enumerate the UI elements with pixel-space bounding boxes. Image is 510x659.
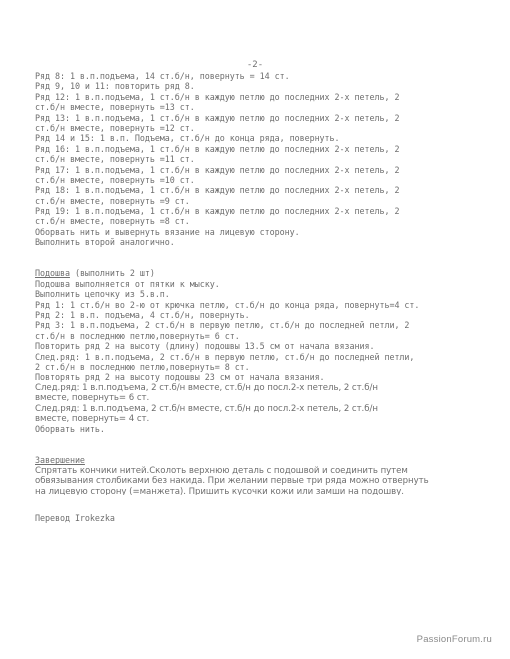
text-line: Повторить ряд 2 на высоту (длину) подошвы 13.5 см от начала вязания. [35,341,375,352]
sole-section [35,268,490,434]
text-line: Ряд 14 и 15: 1 в.п. Подъема, ст.б/н до конца ряда, повернуть. [35,133,340,144]
text-line: ст.б/н вместе, повернуть =13 ст. [35,102,195,113]
text-line: Оборвать нить и вывернуть вязание на лицевую сторону. [35,226,300,237]
text-line: След.ряд: 1 в.п.подъема, 2 ст.б/н в первую петлю, ст.б/н до последней петли, [35,351,415,362]
text-line: Ряд 16: 1 в.п.подъема, 1 ст.б/н в каждую петлю до последних 2-х петель, 2 [35,143,400,154]
text-line: Подошва выполняется от пятки к мыску. [35,278,220,289]
text-line: вместе, повернуть= 4 ст. [35,413,150,424]
spacer [35,495,490,505]
document-body [35,71,490,523]
watermark-text: PassionForum.ru [416,634,492,645]
text-line: Ряд 3: 1 в.п.подъема, 2 ст.б/н в первую петлю, ст.б/н до последней петли, 2 [35,320,410,331]
text-line: Повторять ряд 2 на высоту подошвы 23 см от начала вязания. [35,372,325,383]
text-line: ст.б/н вместе, повернуть =8 ст. [35,216,190,227]
text-line: 2 ст.б/н в последнюю петлю,повернуть= 8 ст. [35,361,250,372]
text-line: Спрятать кончики нитей.Сколоть верхнюю деталь с подошвой и соединить путем [35,465,408,476]
text-line: Ряд 12: 1 в.п.подъема, 1 ст.б/н в каждую петлю до последних 2-х петель, 2 [35,91,400,102]
text-line: ст.б/н в последнюю петлю,повернуть= 6 ст. [35,330,240,341]
text-line: Оборвать нить. [35,424,105,435]
spacer [35,435,490,445]
page-number: -2- [246,60,264,70]
text-line-cut: на лицевую сторону (=манжета). Пришить кусочки кожи или замши на подошву. [35,486,404,495]
finish-heading-line [35,455,490,465]
text-line: Ряд 19: 1 в.п.подъема, 1 ст.б/н в каждую петлю до последних 2-х петель, 2 [35,206,400,217]
text-line: Ряд 17: 1 в.п.подъема, 1 ст.б/н в каждую петлю до последних 2-х петель, 2 [35,164,400,175]
rows-section [35,71,490,248]
text-line: ст.б/н вместе, повернуть =11 ст. [35,154,195,165]
text-line: След.ряд: 1 в.п.подъема, 2 ст.б/н вместе, ст.б/н до посл.2-х петель, 2 ст.б/н [35,382,378,393]
text-line: ст.б/н вместе, повернуть =12 ст. [35,122,195,133]
text-line: вместе, повернуть= 6 ст. [35,393,150,404]
section-heading: Подошва [35,268,70,279]
text-line: ст.б/н вместе, повернуть =9 ст. [35,195,190,206]
section-heading-note: (выполнить 2 шт) [69,268,155,279]
text-line: Ряд 8: 1 в.п.подъема, 14 ст.б/н, повернуть = 14 ст. [35,71,290,81]
spacer [35,445,490,455]
text-line: Ряд 2: 1 в.п. подъема, 4 ст.б/н, повернуть. [35,309,250,320]
text-line: Ряд 1: 1 ст.б/н во 2-ю от крючка петлю, ст.б/н до конца ряда, повернуть=4 ст. [35,299,420,310]
spacer [35,248,490,258]
text-line: След.ряд: 1 в.п.подъема, 2 ст.б/н вместе, ст.б/н до посл.2-х петель, 2 ст.б/н [35,403,378,414]
section-heading: Завершение [35,455,85,466]
spacer [35,258,490,268]
sole-heading-line [35,268,490,278]
text-line: ст.б/н вместе, повернуть =10 ст. [35,174,195,185]
text-line: обвязывания столбиками без накида. При желании первые три ряда можно отвернуть [35,476,429,487]
text-line: Выполнить цепочку из 5.в.п. [35,289,170,300]
translator-credit: Перевод Irokezka [35,513,115,524]
text-line: Ряд 9, 10 и 11: повторить ряд 8. [35,81,195,92]
text-line: Выполнить второй аналогично. [35,237,175,248]
text-line: Ряд 13: 1 в.п.подъема, 1 ст.б/н в каждую петлю до последних 2-х петель, 2 [35,112,400,123]
text-line: Ряд 18: 1 в.п.подъема, 1 ст.б/н в каждую петлю до последних 2-х петель, 2 [35,185,400,196]
finish-section [35,455,490,494]
